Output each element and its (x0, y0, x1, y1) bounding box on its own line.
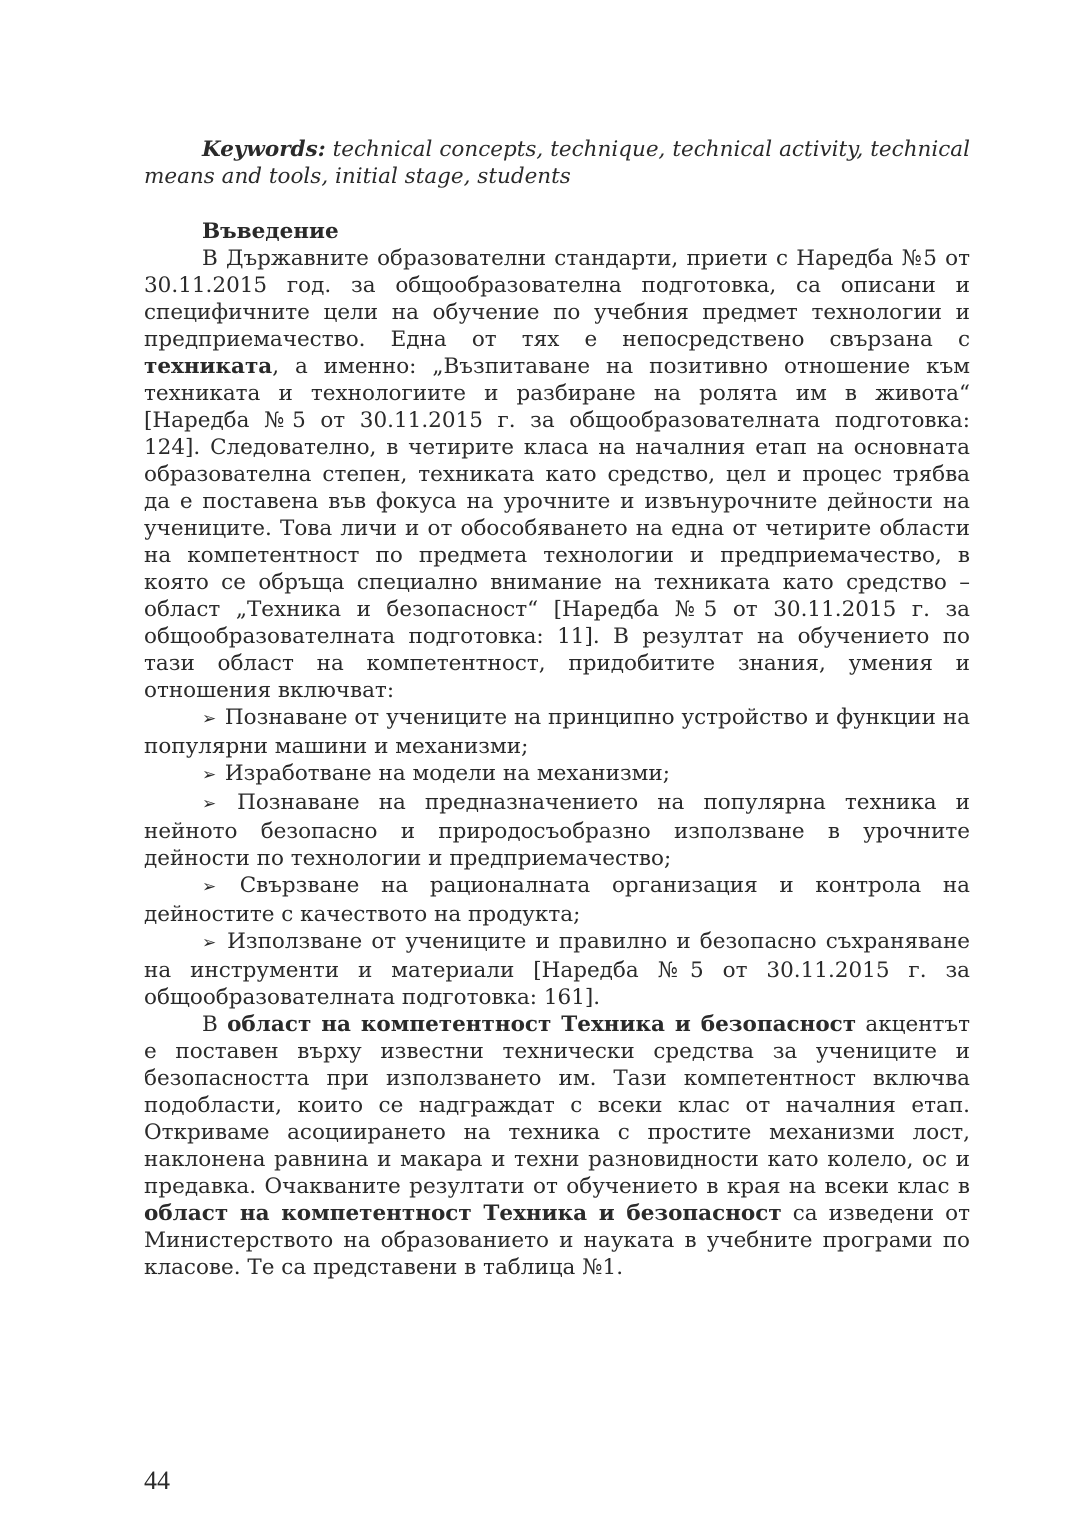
arrow-bullet-icon: ➢ (202, 765, 217, 785)
page-number: 44 (144, 1466, 170, 1495)
section-heading: Въведение (202, 219, 339, 244)
competence-bold-term-1: област на компетентност Техника и безопасност (227, 1012, 857, 1037)
list-item-text: Познаване от учениците на принципно устройство и функции на популярни машини и механизми; (144, 705, 970, 759)
competence-list (144, 704, 970, 1011)
competence-text-1: В (202, 1012, 228, 1037)
intro-text-2: , а именно: „Възпитаване на позитивно отношение към техниката и технологиите и разбиране на ролята им в живота“ [Наредба №5 от 30.11.2015 г. за общообразователната подготовка: 124]. Следователно, в четирите класа на началния етап на основната образователна степен, техниката като средство, цел и процес трябва да е поставена във фокуса на урочните и извънурочните дейности на учениците. Това личи и от обособяването на една от четирите области на компетентност по предмета технологии и предприемачество, в която се обръща специално внимание на техниката като средство – област „Техника и безопасност“ [Наредба №5 от 30.11.2015 г. за общообразователната подготовка: 11]. В резултат на обучението по тази област на компетентност, придобитите знания, умения и отношения включват: (144, 354, 970, 703)
competence-text-3: са изведени от Министерството на образованието и науката в учебните програми по класове. Те са представени в таблица №1. (144, 1201, 970, 1280)
list-item (144, 789, 970, 872)
intro-text-1: В Държавните образователни стандарти, приети с Наредба №5 от 30.11.2015 год. за общообразователна подготовка, са описани и специфичните цели на обучение по учебния предмет технологии и предприемачество. Една от тях е непосредствено свързана с (144, 246, 970, 352)
competence-text-2: акцентът е поставен върху известни технически средства за учениците и безопасността при използването им. Тази компетентност включва подобласти, които се надграждат с всеки клас от началния етап. Откриваме асоциирането на техника с простите механизми лост, наклонена равнина и макара и техни разновидности като колело, ос и предавка. Очакваните резултати от обучението в края на всеки клас в (144, 1012, 970, 1199)
competence-bold-term-2: област на компетентност Техника и безопасност (144, 1201, 782, 1226)
arrow-bullet-icon: ➢ (202, 794, 217, 814)
arrow-bullet-icon: ➢ (202, 709, 217, 729)
arrow-bullet-icon: ➢ (202, 877, 217, 897)
list-item-text: Използване от учениците и правилно и безопасно съхраняване на инструменти и материали [Наредба №5 от 30.11.2015 г. за общообразователната подготовка: 161]. (144, 929, 970, 1010)
keywords-label: Keywords: (202, 137, 326, 162)
list-item (144, 760, 970, 789)
intro-paragraph (144, 245, 970, 704)
list-item-text: Изработване на модели на механизми; (224, 761, 670, 786)
page-content (144, 136, 970, 1281)
arrow-bullet-icon: ➢ (202, 933, 217, 953)
competence-paragraph (144, 1011, 970, 1281)
keywords-line (144, 136, 970, 190)
intro-bold-term: техниката (144, 354, 273, 379)
list-item-text: Познаване на предназначението на популярна техника и нейното безопасно и природосъобразно използване в урочните дейности по технологии и предприемачество; (144, 790, 970, 871)
list-item (144, 872, 970, 928)
list-item (144, 704, 970, 760)
keywords-text: technical concepts, technique, technical activity, technical means and tools, initial stage, students (144, 137, 970, 189)
list-item (144, 928, 970, 1011)
list-item-text: Свързване на рационалната организация и контрола на дейностите с качеството на продукта; (144, 873, 970, 927)
